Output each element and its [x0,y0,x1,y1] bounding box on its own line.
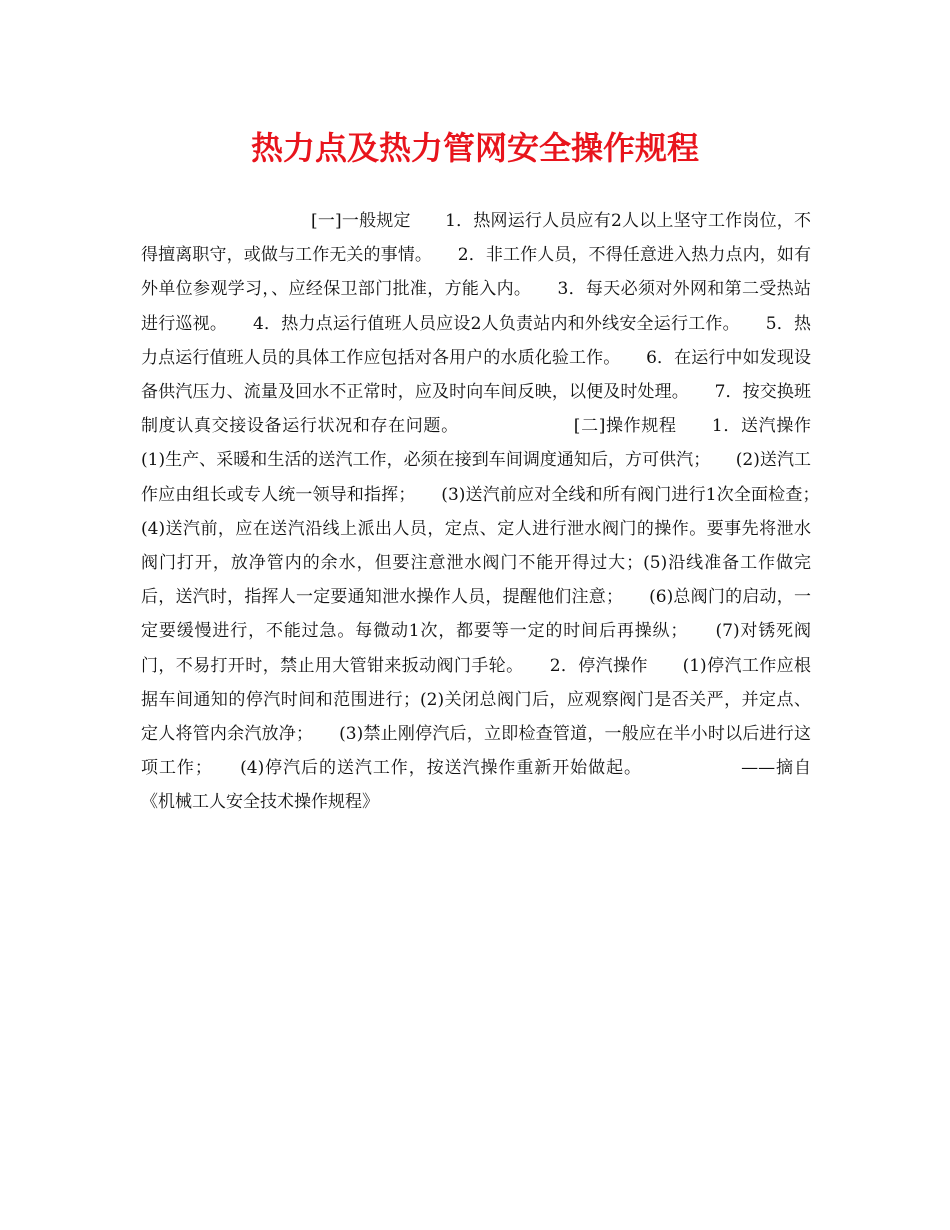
document-body [141,204,845,820]
document-title: 热力点及热力管网安全操作规程 [250,129,699,167]
body-text: [一]一般规定 1．热网运行人员应有2人以上坚守工作岗位，不得擅离职守，或做与工作无关的事情。 2．非工作人员，不得任意进入热力点内，如有外单位参观学习，、应经保卫部门批准，方能入内。 3．每天必须对外网和第二受热站进行巡视。 4．热力点运行值班人员应设2人负责站内和外线安全运行工作。 5．热力点运行值班人员的具体工作应包括对各用户的水质化验工作。 6．在运行中如发现设备供汽压力、流量及回水不正常时，应及时向车间反映，以便及时处理。 7．按交换班制度认真交接设备运行状况和存在问题。 [二]操作规程 1．送汽操作 (1)生产、采暖和生活的送汽工作，必须在接到车间调度通知后，方可供汽； (2)送汽工作应由组长或专人统一领导和指挥； (3)送汽前应对全线和所有阀门进行1次全面检查； (4)送汽前，应在送汽沿线上派出人员，定点、定人进行泄水阀门的操作。要事先将泄水阀门打开，放净管内的余水，但要注意泄水阀门不能开得过大；(5)沿线准备工作做完后，送汽时，指挥人一定要通知泄水操作人员，提醒他们注意； (6)总阀门的启动，一定要缓慢进行，不能过急。每微动1次，都要等一定的时间后再操纵； (7)对锈死阀门，不易打开时，禁止用大管钳来扳动阀门手轮。 2．停汽操作 (1)停汽工作应根据车间通知的停汽时间和范围进行；(2)关闭总阀门后，应观察阀门是否关严，并定点、定人将管内余汽放净； (3)禁止刚停汽后，立即检查管道，一般应在半小时以后进行这项工作； (4)停汽后的送汽工作，按送汽操作重新开始做起。 ——摘自《机械工人安全技术操作规程》 [141,211,845,813]
